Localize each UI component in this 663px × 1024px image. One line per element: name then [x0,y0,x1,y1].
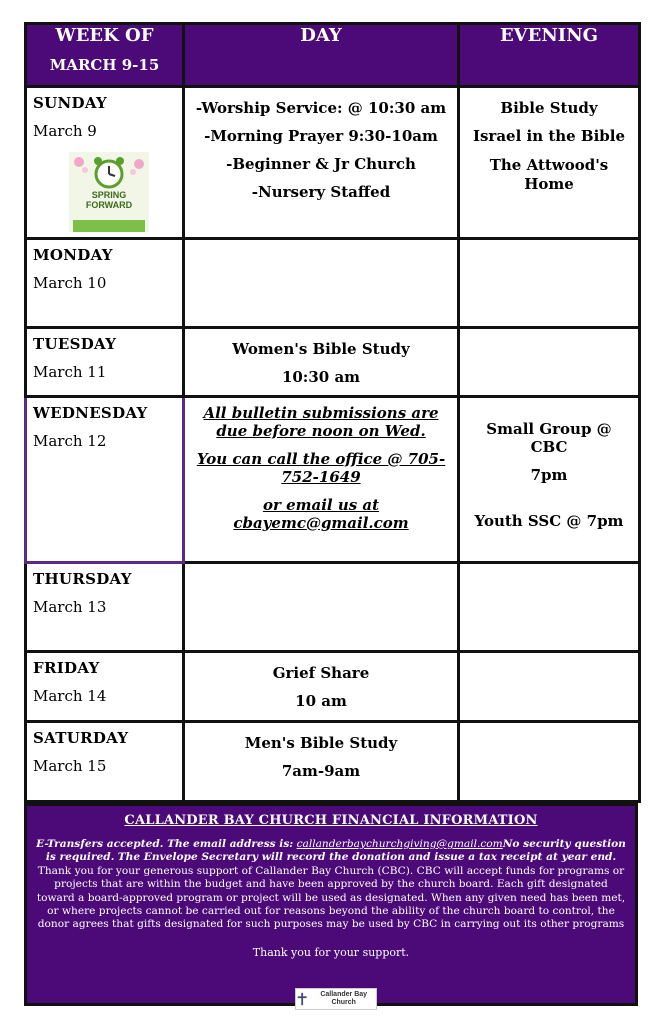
financial-info-title: CALLANDER BAY CHURCH FINANCIAL INFORMATION [124,813,538,828]
row-tuesday [26,328,640,397]
row-sunday [26,87,640,239]
etransfer-lead: E-Transfers accepted. The email address is: [36,838,294,850]
header-week [26,24,184,87]
activity-item: -Morning Prayer 9:30-10am [204,127,438,145]
thanks-message: Thank you for your support. [252,945,410,959]
day-date: March 11 [33,363,107,381]
thursday-day-cell [26,563,184,652]
activity-item: Women's Bible Study [232,340,410,358]
day-name: WEDNESDAY [33,404,148,422]
thursday-evening-activities [459,563,640,652]
bulletin-deadline-note: All bulletin submissions are due before noon on Wed. [203,404,439,440]
day-date: March 10 [33,274,107,292]
monday-day-cell [26,239,184,328]
day-name: SATURDAY [33,729,129,747]
office-phone-note: You can call the office @ 705-752-1649 [196,450,446,486]
tuesday-day-cell [26,328,184,397]
thursday-day-activities [184,563,459,652]
sunday-day-cell [26,87,184,239]
day-date: March 9 [33,122,97,140]
saturday-day-activities [184,722,459,802]
row-saturday [26,722,640,802]
monday-day-activities [184,239,459,328]
day-activity-list [185,653,457,715]
day-activity-list [185,329,457,391]
activity-item: Men's Bible Study [244,734,398,752]
header-week-dates: MARCH 9-15 [49,56,160,74]
header-week-label: WEEK OF [55,25,154,46]
header-day: DAY [184,24,459,87]
friday-day-activities [184,652,459,722]
wednesday-evening-activities [459,397,640,563]
donation-policy-text: Thank you for your generous support of Callander Bay Church (CBC). CBC will accept funds for programs or projects that are within the budget and have been approved by the church board. Each gift designated toward a board-approved program or project will be used as designated. When any given need has been met, or where projects cannot be carried out for reasons beyond the ability of the church board to control, the donor agrees that gifts designated for such purposes may be used by CBC in carrying out its other programs [36,864,626,931]
bulletin-notes [185,398,457,532]
saturday-evening-activities [459,722,640,802]
envelope-secretary-note: The Envelope Secretary will record the donation and issue a tax receipt at year end. [117,851,617,864]
friday-evening-activities [459,652,640,722]
tuesday-evening-activities [459,328,640,397]
activity-item: -Worship Service: @ 10:30 am [195,99,447,117]
financial-info-body [34,838,628,932]
row-thursday [26,563,640,652]
header-evening: EVENING [459,24,640,87]
activity-item: -Nursery Staffed [251,183,391,201]
saturday-day-cell [26,722,184,802]
evening-item: Small Group @ CBC [486,420,612,456]
evening-item: Israel in the Bible [472,127,626,145]
day-name: TUESDAY [33,335,117,353]
activity-item: 10:30 am [281,368,361,386]
day-activity-list [185,88,457,206]
evening-item: Bible Study [500,99,598,117]
evening-activity-list [460,398,638,530]
day-name: FRIDAY [33,659,100,677]
friday-day-cell [26,652,184,722]
row-monday [26,239,640,328]
evening-item: The Attwood's Home [489,156,609,193]
sunday-day-activities [184,87,459,239]
giving-email-link[interactable]: callanderbaychurchgiving@gmail.com [296,838,503,850]
day-name: SUNDAY [33,94,108,112]
day-date: March 15 [33,757,107,775]
day-date: March 12 [33,432,107,450]
day-name: THURSDAY [33,570,132,588]
activity-item: 7am-9am [281,762,361,780]
activity-item: 10 am [295,692,347,710]
row-friday [26,652,640,722]
spring-forward-text: SPRING FORWARD [85,190,133,210]
no-security-note: No security question is required. [45,838,626,864]
activity-item: -Beginner & Jr Church [226,155,416,173]
day-activity-list [185,723,457,785]
wednesday-day-activities [184,397,459,563]
financial-info-panel [24,803,638,1006]
church-logo [295,988,377,1010]
tuesday-day-activities [184,328,459,397]
sunday-evening-activities [459,87,640,239]
evening-item: 7pm [530,466,568,484]
evening-activity-list [460,88,638,194]
spring-forward-image [69,152,149,232]
row-wednesday [26,397,640,563]
cross-icon [296,991,308,1007]
monday-evening-activities [459,239,640,328]
weekly-schedule-table [24,22,641,803]
day-name: MONDAY [33,246,113,264]
church-logo-text: Callander Bay Church [320,991,368,1006]
office-email-note: or email us at cbayemc@gmail.com [233,496,409,532]
day-date: March 13 [33,598,107,616]
wednesday-day-cell [26,397,184,563]
schedule-sheet [24,22,641,803]
header-row [26,24,640,87]
day-date: March 14 [33,687,107,705]
activity-item: Grief Share [272,664,370,682]
evening-item: Youth SSC @ 7pm [474,512,624,530]
